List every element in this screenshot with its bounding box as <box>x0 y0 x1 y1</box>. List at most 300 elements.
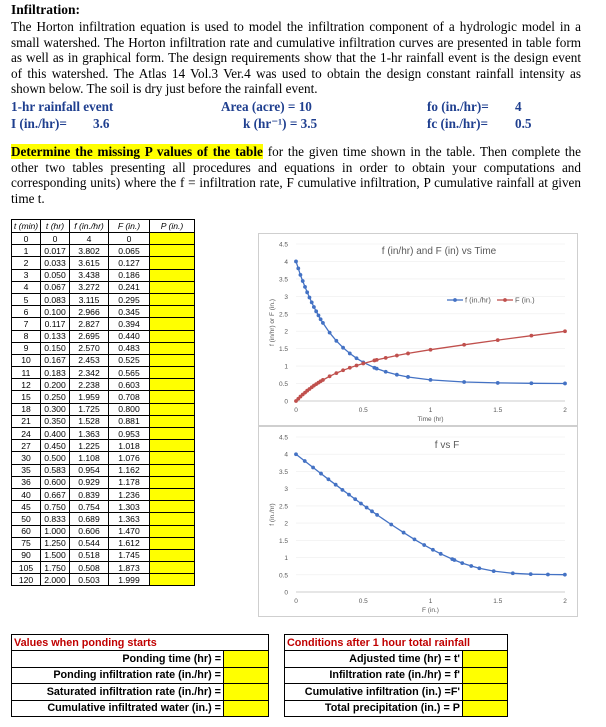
task-rest: for the given time shown in the table. Then complete the other two tables presenting all procedures and equations in order to obtain your computations and corresponding units) where the f = infiltration rate, F cumulative infiltration, P cumulative rainfall at given time t. <box>11 144 582 206</box>
data-point <box>375 358 379 362</box>
table-cell: 24 <box>12 428 41 440</box>
table-cell: 27 <box>12 440 41 452</box>
data-point <box>384 356 388 360</box>
data-point <box>563 329 567 333</box>
table-row <box>12 525 195 537</box>
y-axis-label: f (in/hr) or F (in.) <box>269 299 276 346</box>
y-tick-label: 2.5 <box>278 311 288 319</box>
data-point <box>453 558 457 562</box>
table-row <box>12 269 195 281</box>
table-cell: 1.363 <box>109 513 150 525</box>
f0-value: 4 <box>515 99 522 114</box>
table-cell: 0.953 <box>109 428 150 440</box>
table-cell: 3.438 <box>70 269 109 281</box>
series-line <box>296 454 565 575</box>
table-cell: 105 <box>12 562 41 574</box>
table-cell: 2.695 <box>70 330 109 342</box>
chart-f-vs-F <box>258 426 578 617</box>
y-axis-label: f (in./hr) <box>269 503 276 526</box>
data-point <box>348 366 352 370</box>
conditions-table <box>284 634 508 717</box>
data-point <box>389 523 393 527</box>
table-cell: 0.200 <box>41 379 70 391</box>
table-row <box>12 367 195 379</box>
y-tick-label: 3 <box>284 293 288 301</box>
data-point <box>462 343 466 347</box>
table-cell: 7 <box>12 318 41 330</box>
table-cell: 0.839 <box>70 488 109 500</box>
table-cell: 0.525 <box>109 354 150 366</box>
ponding-rate-input[interactable] <box>224 667 269 683</box>
table-cell: 2.966 <box>70 306 109 318</box>
infiltration-rate-input[interactable] <box>463 667 508 683</box>
table-cell: 4 <box>70 233 109 245</box>
p-value-cell[interactable] <box>150 330 195 342</box>
y-tick-label: 1.5 <box>278 346 288 354</box>
p-value-cell[interactable] <box>150 257 195 269</box>
section-title: Infiltration: <box>11 2 80 17</box>
data-point <box>312 305 316 309</box>
data-point <box>328 331 332 335</box>
p-value-cell[interactable] <box>150 488 195 500</box>
table-cell: 120 <box>12 574 41 586</box>
data-point <box>406 352 410 356</box>
table-cell: 0.929 <box>70 476 109 488</box>
data-point <box>303 285 307 289</box>
ponding-time-label: Ponding time (hr) = <box>12 651 224 667</box>
data-point <box>341 488 345 492</box>
table-cell: 40 <box>12 488 41 500</box>
cumulative-infiltration-label: Cumulative infiltration (in.) =F' <box>285 684 463 700</box>
p-value-cell[interactable] <box>150 549 195 561</box>
table-cell: 0.450 <box>41 440 70 452</box>
table-cell: 1.470 <box>109 525 150 537</box>
table-cell: 2.453 <box>70 354 109 366</box>
y-tick-label: 4 <box>284 258 288 266</box>
cumulative-water-input[interactable] <box>224 700 269 716</box>
table-cell: 0 <box>109 233 150 245</box>
data-point <box>341 346 345 350</box>
y-tick-label: 0.5 <box>278 381 288 389</box>
data-point <box>375 367 379 371</box>
legend-label: f (in./hr) <box>465 295 491 305</box>
table-cell: 1.745 <box>109 549 150 561</box>
x-tick-label: 0 <box>294 598 298 605</box>
series-line <box>296 261 565 383</box>
table-row <box>12 452 195 464</box>
table-cell: 0.400 <box>41 428 70 440</box>
table-cell: 1.750 <box>41 562 70 574</box>
data-point <box>348 352 352 356</box>
p-value-cell[interactable] <box>150 440 195 452</box>
table-cell: 3.615 <box>70 257 109 269</box>
p-value-cell[interactable] <box>150 501 195 513</box>
f0-label: fo (in./hr)= <box>427 99 489 114</box>
p-value-cell[interactable] <box>150 391 195 403</box>
table-cell: 1.873 <box>109 562 150 574</box>
y-tick-label: 4.5 <box>278 241 288 249</box>
table-cell: 12 <box>12 379 41 391</box>
y-tick-label: 2.5 <box>278 503 288 511</box>
table-row <box>12 245 195 257</box>
conditions-header: Conditions after 1 hour total rainfall <box>285 635 508 651</box>
total-precipitation-label: Total precipitation (in.) = P <box>285 700 463 716</box>
table-cell: 1.000 <box>41 525 70 537</box>
table-cell: 0.127 <box>109 257 150 269</box>
table-cell: 36 <box>12 476 41 488</box>
data-point <box>563 573 567 577</box>
data-point <box>469 564 473 568</box>
table-cell: 1.303 <box>109 501 150 513</box>
p-value-cell[interactable] <box>150 403 195 415</box>
table-cell: 1.162 <box>109 464 150 476</box>
table-cell: 3.115 <box>70 293 109 305</box>
col-header-f: f (in./hr) <box>70 220 109 233</box>
data-point <box>303 459 307 463</box>
x-tick-label: 1.5 <box>493 598 503 605</box>
data-point <box>462 380 466 384</box>
col-header-t-min: t (min) <box>12 220 41 233</box>
table-row <box>12 440 195 452</box>
table-cell: 0.689 <box>70 513 109 525</box>
table-cell: 1.500 <box>41 549 70 561</box>
table-row <box>12 476 195 488</box>
cumulative-water-label: Cumulative infiltrated water (in.) = <box>12 700 224 716</box>
chart-title: f vs F <box>434 440 460 451</box>
table-row <box>12 549 195 561</box>
y-tick-label: 3.5 <box>278 468 288 476</box>
table-cell: 1 <box>12 245 41 257</box>
table-row <box>12 428 195 440</box>
data-point <box>353 497 357 501</box>
x-tick-label: 2 <box>563 407 567 414</box>
table-cell: 0.800 <box>109 403 150 415</box>
p-value-cell[interactable] <box>150 452 195 464</box>
table-cell: 0.500 <box>41 452 70 464</box>
table-cell: 0.754 <box>70 501 109 513</box>
table-cell: 0.345 <box>109 306 150 318</box>
data-point <box>334 339 338 343</box>
data-point <box>296 266 300 270</box>
data-point <box>319 472 323 476</box>
intensity-label: I (in./hr)= <box>11 116 67 131</box>
fc-value: 0.5 <box>515 116 532 131</box>
table-cell: 21 <box>12 415 41 427</box>
data-point <box>299 273 303 277</box>
p-value-cell[interactable] <box>150 318 195 330</box>
table-cell: 3.802 <box>70 245 109 257</box>
data-point <box>460 561 464 565</box>
col-header-F: F (in.) <box>109 220 150 233</box>
p-value-cell[interactable] <box>150 245 195 257</box>
table-cell: 0.603 <box>109 379 150 391</box>
data-point <box>355 356 359 360</box>
table-row <box>12 330 195 342</box>
table-cell: 1.178 <box>109 476 150 488</box>
data-point <box>319 317 323 321</box>
table-row <box>12 293 195 305</box>
table-cell: 0.708 <box>109 391 150 403</box>
data-point <box>511 571 515 575</box>
p-value-cell[interactable] <box>150 574 195 586</box>
table-row <box>12 574 195 586</box>
table-row <box>12 318 195 330</box>
table-cell: 0.167 <box>41 354 70 366</box>
table-cell: 0.394 <box>109 318 150 330</box>
data-point <box>321 378 325 382</box>
p-value-cell[interactable] <box>150 342 195 354</box>
data-point <box>301 279 305 283</box>
table-cell: 0.600 <box>41 476 70 488</box>
table-cell: 0 <box>12 233 41 245</box>
ponding-rate-label: Ponding infiltration rate (in./hr) = <box>12 667 224 683</box>
table-row <box>12 342 195 354</box>
data-point <box>305 290 309 294</box>
saturated-rate-label: Saturated infiltration rate (in./hr) = <box>12 684 224 700</box>
table-cell: 0.065 <box>109 245 150 257</box>
chart-f-F-vs-time <box>258 233 578 426</box>
y-tick-label: 3.5 <box>278 276 288 284</box>
table-cell: 1.018 <box>109 440 150 452</box>
table-cell: 5 <box>12 293 41 305</box>
data-point <box>327 477 331 481</box>
cumulative-infiltration-input[interactable] <box>463 684 508 700</box>
table-cell: 0.565 <box>109 367 150 379</box>
table-cell: 0.150 <box>41 342 70 354</box>
table-cell: 0.083 <box>41 293 70 305</box>
legend-marker <box>503 298 507 302</box>
table-cell: 0.186 <box>109 269 150 281</box>
table-cell: 1.725 <box>70 403 109 415</box>
p-value-cell[interactable] <box>150 525 195 537</box>
p-value-cell[interactable] <box>150 537 195 549</box>
data-point <box>370 509 374 513</box>
x-tick-label: 0 <box>294 407 298 414</box>
p-value-cell[interactable] <box>150 306 195 318</box>
data-point <box>422 543 426 547</box>
table-cell: 60 <box>12 525 41 537</box>
p-value-cell[interactable] <box>150 367 195 379</box>
data-point <box>308 296 312 300</box>
infiltration-rate-label: Infiltration rate (in./hr) = f' <box>285 667 463 683</box>
data-point <box>413 537 417 541</box>
table-cell: 2.570 <box>70 342 109 354</box>
p-value-cell[interactable] <box>150 233 195 245</box>
x-tick-label: 1.5 <box>493 407 503 414</box>
table-cell: 45 <box>12 501 41 513</box>
data-point <box>328 374 332 378</box>
table-cell: 35 <box>12 464 41 476</box>
chart-title: f (in/hr) and F (in) vs Time <box>381 246 497 257</box>
adjusted-time-input[interactable] <box>463 651 508 667</box>
table-row <box>12 257 195 269</box>
table-cell: 0.100 <box>41 306 70 318</box>
table-row <box>12 233 195 245</box>
p-value-cell[interactable] <box>150 269 195 281</box>
table-cell: 0.954 <box>70 464 109 476</box>
y-tick-label: 0.5 <box>278 572 288 580</box>
data-point <box>334 371 338 375</box>
table-cell: 1.528 <box>70 415 109 427</box>
ponding-time-input[interactable] <box>224 651 269 667</box>
data-point <box>546 573 550 577</box>
p-value-cell[interactable] <box>150 513 195 525</box>
task-highlight: Determine the missing P values of the table <box>11 144 263 159</box>
table-cell: 0.518 <box>70 549 109 561</box>
p-value-cell[interactable] <box>150 415 195 427</box>
x-tick-label: 1 <box>428 598 433 605</box>
table-cell: 2.827 <box>70 318 109 330</box>
table-row <box>12 379 195 391</box>
data-point <box>294 452 298 456</box>
table-cell: 1.250 <box>41 537 70 549</box>
data-point <box>384 370 388 374</box>
table-cell: 0 <box>41 233 70 245</box>
table-cell: 0.133 <box>41 330 70 342</box>
data-point <box>294 260 298 264</box>
table-cell: 0.750 <box>41 501 70 513</box>
data-point <box>429 378 433 382</box>
data-point <box>492 569 496 573</box>
table-cell: 0.117 <box>41 318 70 330</box>
data-point <box>321 321 325 325</box>
table-cell: 4 <box>12 281 41 293</box>
y-tick-label: 3 <box>284 486 288 494</box>
p-value-cell[interactable] <box>150 281 195 293</box>
table-row <box>12 306 195 318</box>
data-point <box>310 300 314 304</box>
table-row <box>12 403 195 415</box>
table-cell: 0.667 <box>41 488 70 500</box>
table-cell: 2 <box>12 257 41 269</box>
table-cell: 1.363 <box>70 428 109 440</box>
data-point <box>395 373 399 377</box>
p-value-cell[interactable] <box>150 464 195 476</box>
y-tick-label: 4.5 <box>278 434 288 442</box>
table-row <box>12 537 195 549</box>
table-cell: 9 <box>12 342 41 354</box>
table-row <box>12 281 195 293</box>
table-row <box>12 513 195 525</box>
data-point <box>359 502 363 506</box>
ponding-header: Values when ponding starts <box>12 635 269 651</box>
data-point <box>563 382 567 386</box>
table-row <box>12 391 195 403</box>
data-point <box>314 309 318 313</box>
p-value-cell[interactable] <box>150 562 195 574</box>
saturated-rate-input[interactable] <box>224 684 269 700</box>
table-cell: 2.342 <box>70 367 109 379</box>
data-point <box>347 493 351 497</box>
y-tick-label: 1.5 <box>278 537 288 545</box>
col-header-t-hr: t (hr) <box>41 220 70 233</box>
table-row <box>12 562 195 574</box>
data-point <box>406 375 410 379</box>
table-cell: 2.238 <box>70 379 109 391</box>
data-point <box>496 381 500 385</box>
x-tick-label: 2 <box>563 598 567 605</box>
table-cell: 0.250 <box>41 391 70 403</box>
table-cell: 1.236 <box>109 488 150 500</box>
table-cell: 1.959 <box>70 391 109 403</box>
p-value-cell[interactable] <box>150 428 195 440</box>
data-point <box>477 566 481 570</box>
total-precipitation-input[interactable] <box>463 700 508 716</box>
table-cell: 11 <box>12 367 41 379</box>
data-point <box>334 483 338 487</box>
table-cell: 2.000 <box>41 574 70 586</box>
table-cell: 30 <box>12 452 41 464</box>
table-cell: 0.483 <box>109 342 150 354</box>
legend-label: F (in.) <box>515 295 535 305</box>
data-point <box>529 334 533 338</box>
data-table <box>11 219 195 586</box>
design-parameters <box>11 99 581 133</box>
table-row <box>12 354 195 366</box>
y-tick-label: 2 <box>284 520 288 528</box>
area-label: Area (acre) = 10 <box>221 99 312 114</box>
fc-label: fc (in./hr)= <box>427 116 488 131</box>
k-label: k (hr⁻¹) = 3.5 <box>243 116 318 131</box>
table-cell: 75 <box>12 537 41 549</box>
data-point <box>355 364 359 368</box>
data-point <box>395 354 399 358</box>
table-cell: 15 <box>12 391 41 403</box>
table-cell: 0.350 <box>41 415 70 427</box>
table-row <box>12 415 195 427</box>
table-cell: 0.033 <box>41 257 70 269</box>
x-axis-label: Time (hr) <box>417 416 444 423</box>
table-cell: 0.067 <box>41 281 70 293</box>
p-value-cell[interactable] <box>150 354 195 366</box>
table-cell: 1.612 <box>109 537 150 549</box>
table-cell: 0.295 <box>109 293 150 305</box>
y-tick-label: 1 <box>284 555 288 563</box>
y-tick-label: 0 <box>284 398 288 406</box>
table-cell: 1.999 <box>109 574 150 586</box>
table-cell: 50 <box>12 513 41 525</box>
adjusted-time-label: Adjusted time (hr) = t' <box>285 651 463 667</box>
table-row <box>12 488 195 500</box>
data-point <box>361 362 365 366</box>
table-cell: 1.076 <box>109 452 150 464</box>
table-cell: 0.544 <box>70 537 109 549</box>
p-value-cell[interactable] <box>150 379 195 391</box>
intensity-value: 3.6 <box>93 116 110 131</box>
data-point <box>431 548 435 552</box>
p-value-cell[interactable] <box>150 476 195 488</box>
y-tick-label: 1 <box>284 363 288 371</box>
x-tick-label: 1 <box>428 407 433 414</box>
table-cell: 0.241 <box>109 281 150 293</box>
table-cell: 0.833 <box>41 513 70 525</box>
data-point <box>311 466 315 470</box>
table-cell: 0.503 <box>70 574 109 586</box>
chart1-svg <box>259 234 577 425</box>
x-tick-label: 0.5 <box>358 407 368 414</box>
data-point <box>496 338 500 342</box>
x-tick-label: 0.5 <box>358 598 368 605</box>
p-value-cell[interactable] <box>150 293 195 305</box>
table-cell: 0.017 <box>41 245 70 257</box>
y-tick-label: 0 <box>284 589 288 597</box>
table-cell: 6 <box>12 306 41 318</box>
table-cell: 0.440 <box>109 330 150 342</box>
data-point <box>402 531 406 535</box>
table-cell: 0.606 <box>70 525 109 537</box>
table-cell: 0.050 <box>41 269 70 281</box>
ponding-table <box>11 634 269 717</box>
